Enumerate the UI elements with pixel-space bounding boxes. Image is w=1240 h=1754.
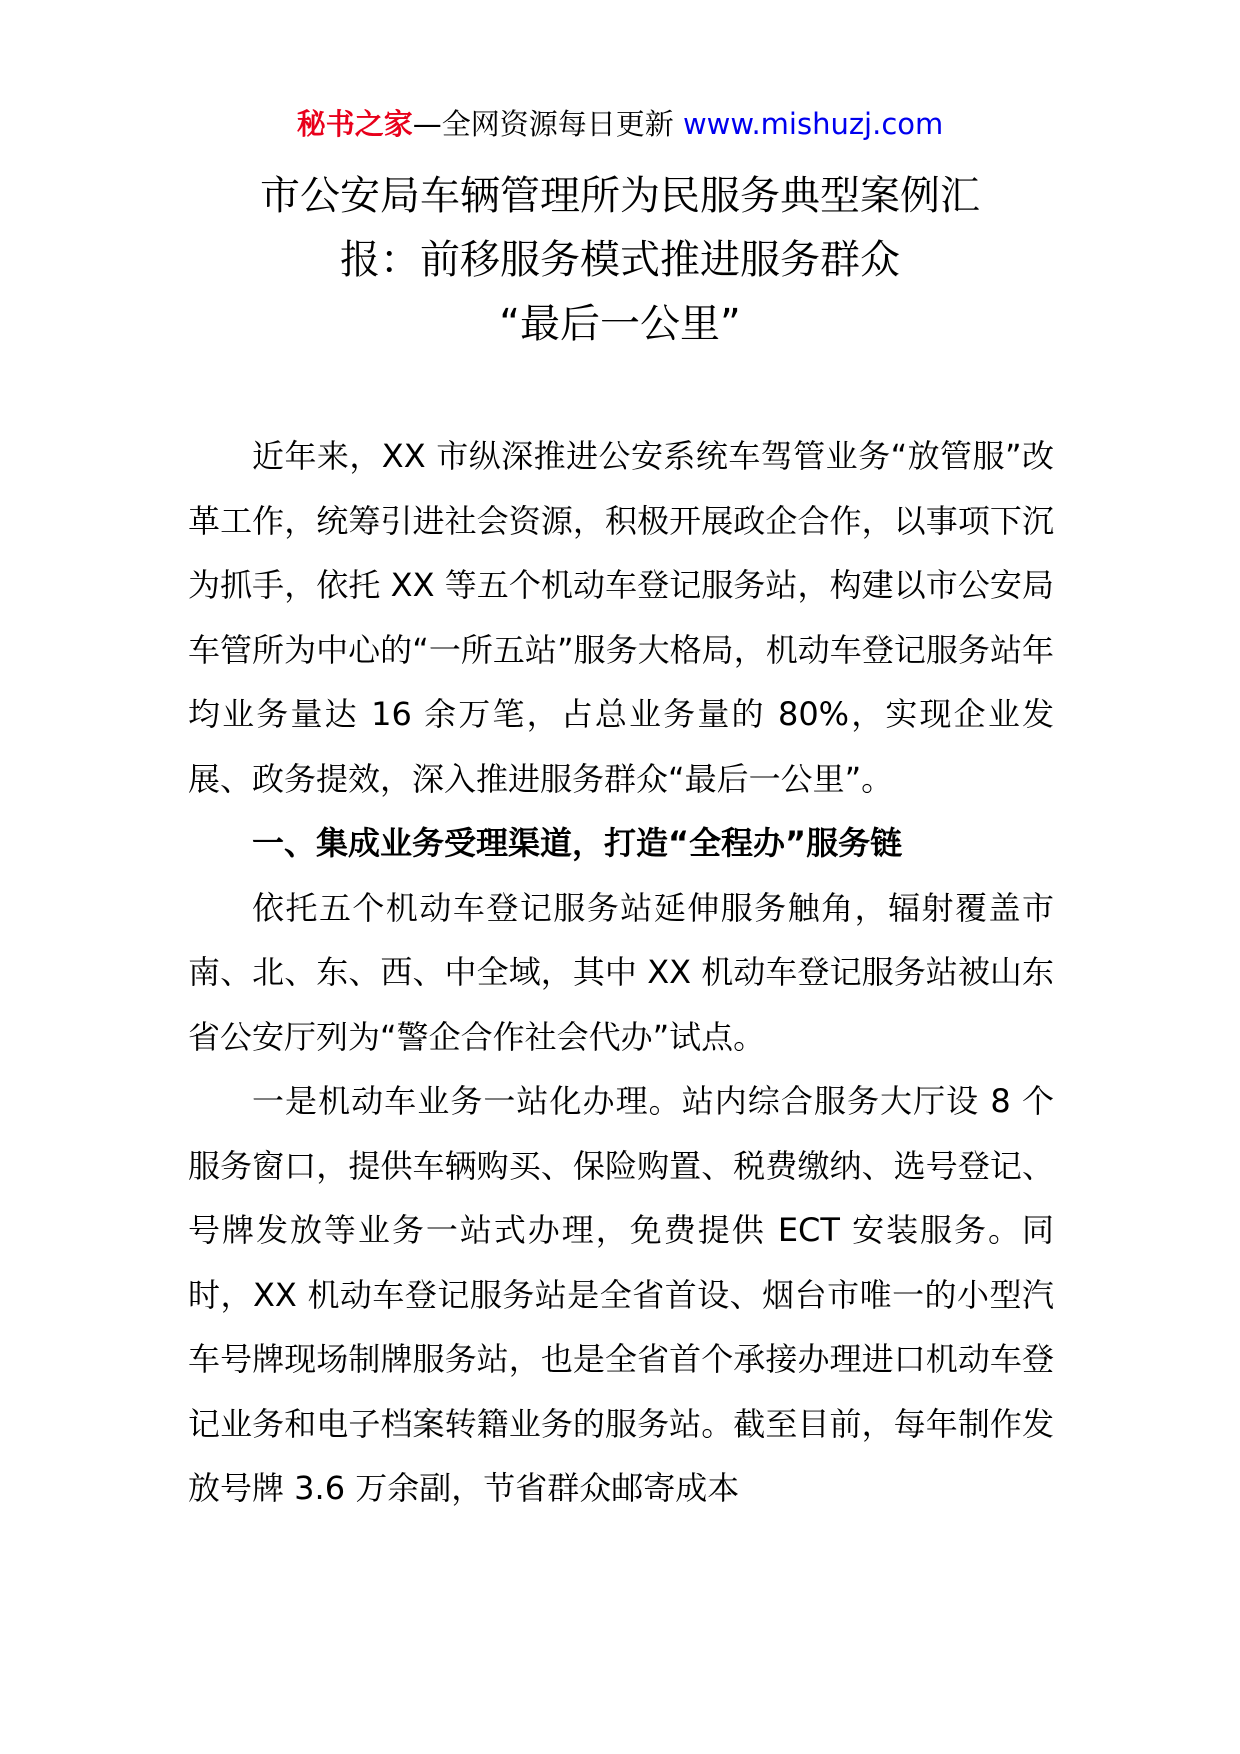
body-paragraph: 一是机动车业务一站化办理。站内综合服务大厅设 8 个服务窗口，提供车辆购买、保险购置、税费缴纳、选号登记、号牌发放等业务一站式办理，免费提供 ECT 安装服务。同时，XX 机动车登记服务站是全省首设、烟台市唯一的小型汽车号牌现场制牌服务站，也是全省首个承接办理进口机动车登记业务和电子档案转籍业务的服务站。截至目前，每年制作发放号牌 3.6 万余副，节省群众邮寄成本: [188, 1082, 1054, 1507]
section-heading-1: 一、集成业务受理渠道，打造“全程办”服务链: [252, 824, 903, 862]
document-body: [188, 424, 1054, 1521]
body-paragraph: 依托五个机动车登记服务站延伸服务触角，辐射覆盖市南、北、东、西、中全域，其中 XX 机动车登记服务站被山东省公安厅列为“警企合作社会代办”试点。: [188, 888, 1054, 1056]
body-paragraph-intro: 近年来，XX 市纵深推进公安系统车驾管业务“放管服”改革工作，统筹引进社会资源，积极开展政企合作，以事项下沉为抓手，依托 XX 等五个机动车登记服务站，构建以市公安局车管所为中心的“一所五站”服务大格局，机动车登记服务站年均业务量达 16 余万笔，占总业务量的 80%，实现企业发展、政务提效，深入推进服务群众“最后一公里”。: [188, 437, 1054, 798]
title-line-2: 报：前移服务模式推进服务群众: [340, 237, 900, 283]
header-slogan: —全网资源每日更新: [412, 107, 674, 141]
site-url-link[interactable]: www.mishuzj.com: [682, 107, 944, 141]
site-header: [0, 104, 1240, 144]
brand-name: 秘书之家: [296, 107, 413, 141]
document-title: [150, 164, 1090, 356]
title-line-1: 市公安局车辆管理所为民服务典型案例汇: [260, 173, 980, 219]
title-line-3: “最后一公里”: [499, 301, 741, 347]
